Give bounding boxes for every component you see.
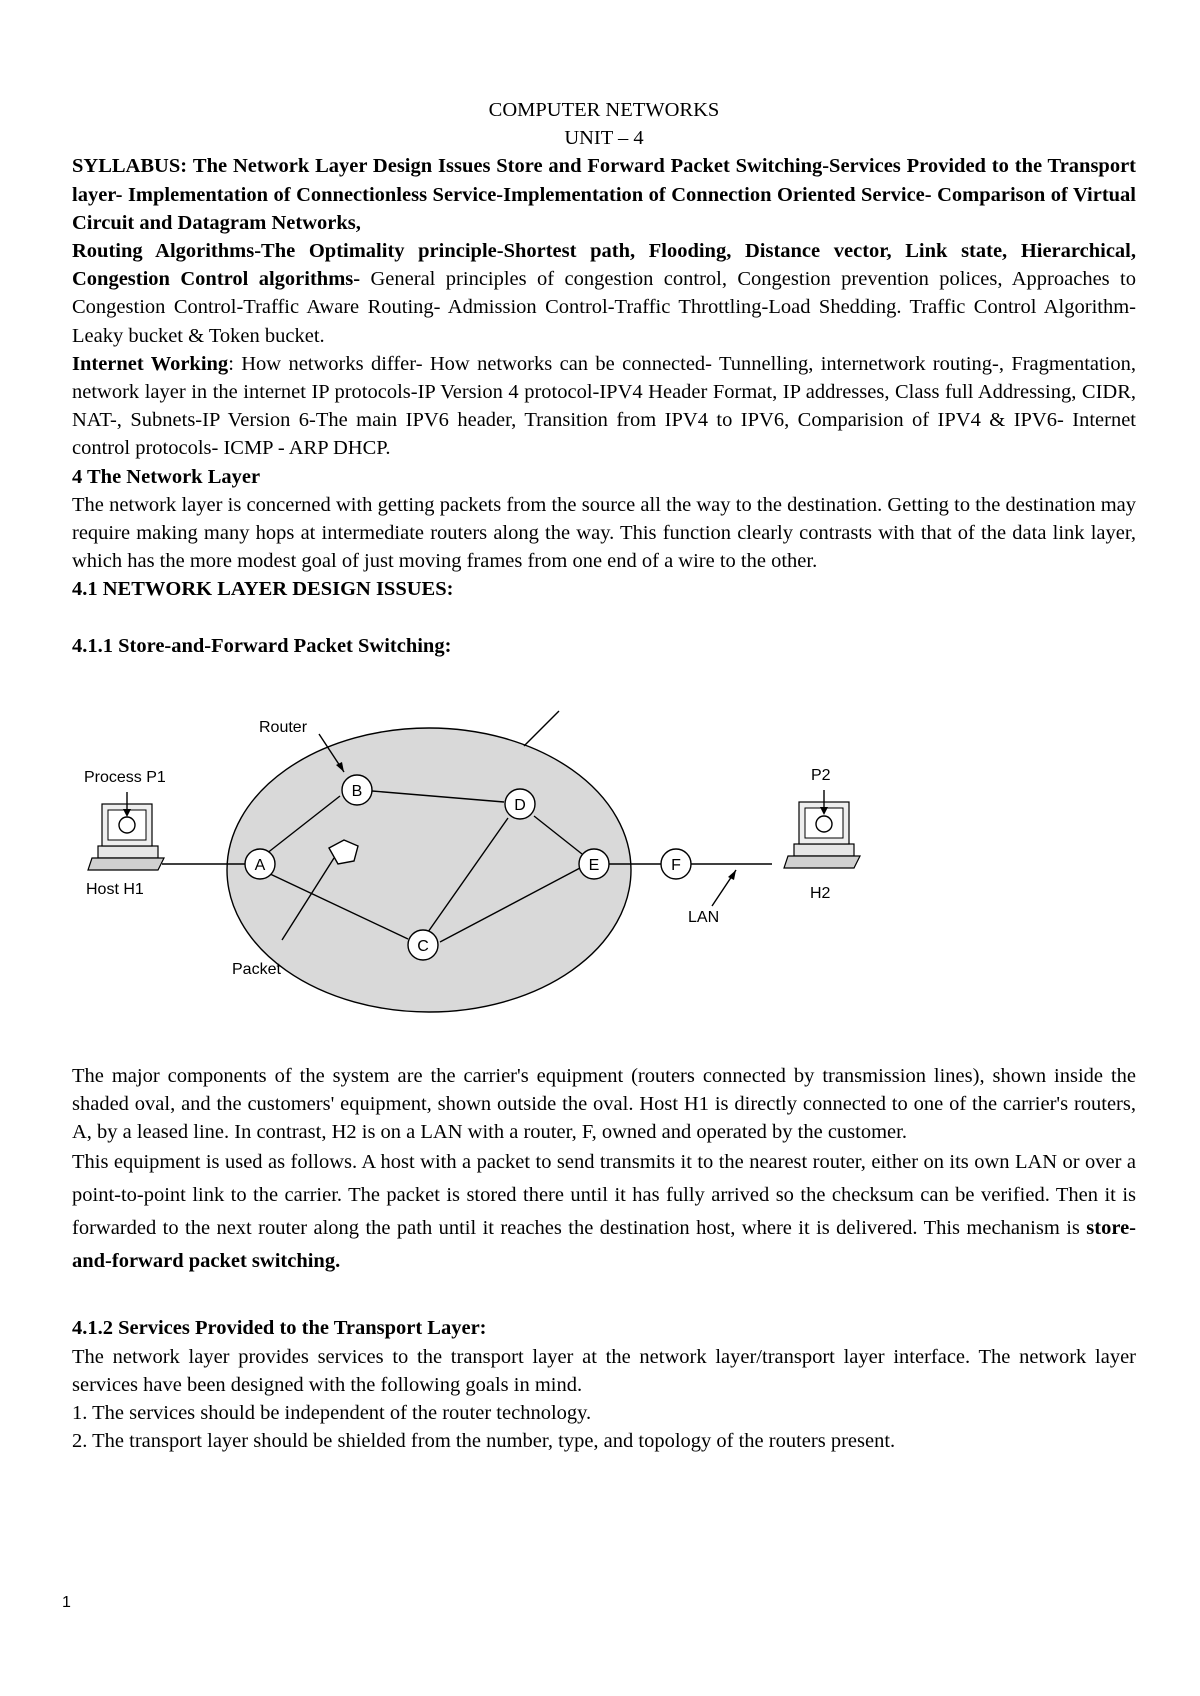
p2-label: P2 [811,766,831,784]
router-f-label: F [671,856,681,874]
router-b-label: B [351,782,363,800]
para-2-text: This equipment is used as follows. A host with a packet to send transmits it to the nearest router, either on its own LAN or over a point-to-point link to the carrier. The packet is stored there until it has fully arrived so the checksum can be verified. Then it is forwarded to the next router along the path until it reaches the destination host, where it is delivered. This mechanism is [72,1151,1136,1240]
process-p1-label: Process P1 [84,768,166,786]
syllabus-topics: The Network Layer Design Issues Store and Forward Packet Switching-Services Provided to the Transport layer- Implementation of Connectionless Service-Implementation of Connection Oriented Service- Comparison of Virtual Circuit and Datagram Networks, [72,155,1136,234]
host-h2-computer-icon [784,802,860,868]
document-title: COMPUTER NETWORKS [488,99,720,121]
section-4-body: The network layer is concerned with getting packets from the source all the way to the destination. Getting to the destination may require making many hops at intermediate routers along the way. This function clearly contrasts with that of the data link layer, which has the more modest goal of just moving frames from one end of a wire to the other. [72,493,1136,573]
internet-working-paragraph [72,350,1136,463]
syllabus-paragraph [72,152,1136,237]
router-c-label: C [417,937,429,955]
router-e-label: E [588,856,600,874]
section-4-1-2-heading: 4.1.2 Services Provided to the Transport Layer: [72,1317,487,1340]
host-h1-label: Host H1 [86,880,144,898]
para-2-bold-term: store-and-forward packet switching. [72,1217,1136,1273]
spacer [72,604,1136,632]
section-4-1-1-para-2 [72,1146,1136,1278]
list-item: 2. The transport layer should be shielded from the number, type, and topology of the routers present. [72,1430,896,1453]
internet-working-text: : How networks differ- How networks can be connected- Tunnelling, internetwork routing-, Fragmentation, network layer in the internet IP protocols-IP Version 4 protocol-IPV4 Header Format, IP addresses, Class full Addressing, CIDR, NAT-, Subnets-IP Version 6-The main IPV6 header, Transition from IPV4 to IPV6, Comparision of IPV4 & IPV6- Internet control protocols- ICMP - ARP DHCP. [72,352,1137,460]
section-4-1-1-para-1: The major components of the system are the carrier's equipment (routers connected by transmission lines), shown inside the shaded oval, and the customers' equipment, shown outside the oval. Host H1 is directly connected to one of the carrier's routers, A, by a leased line. In contrast, H2 is on a LAN with a router, F, owned and operated by the customer. [72,1064,1136,1144]
lan-label: LAN [688,908,720,926]
page-number: 1 [62,1594,71,1611]
spacer [72,1278,1136,1314]
section-4-1-heading: 4.1 NETWORK LAYER DESIGN ISSUES: [72,578,454,601]
oval-pointer-line [524,711,559,746]
section-4-heading: 4 The Network Layer [72,465,261,488]
routing-topics-bold: Routing Algorithms-The Optimality principle-Shortest path, Flooding, Distance vector, Link state, Hierarchical, Congestion Control algorithms- [72,240,1136,291]
unit-heading: UNIT – 4 [564,127,644,150]
lan-pointer-head [728,870,736,880]
document-page [72,96,1136,1455]
h2-label: H2 [810,884,831,902]
router-label: Router [259,718,308,736]
router-d-label: D [514,796,526,814]
list-item: 1. The services should be independent of the router technology. [72,1402,592,1425]
section-4-1-2-body: The network layer provides services to the transport layer at the network layer/transport layer interface. The network layer services have been designed with the following goals in mind. [72,1345,1136,1396]
network-diagram-svg [72,674,1136,1034]
section-4-1-1-heading: 4.1.1 Store-and-Forward Packet Switching: [72,634,452,657]
diagram-description [72,1062,1136,1279]
routing-paragraph [72,237,1136,350]
syllabus-label: SYLLABUS: [72,155,188,178]
network-diagram [72,674,1136,1034]
internet-working-label: Internet Working [72,352,229,375]
routing-topics-text: General principles of congestion control, Congestion prevention polices, Approaches to Congestion Control-Traffic Aware Routing- Admission Control-Traffic Throttling-Load Shedding. Traffic Control Algorithm-Leaky bucket & Token bucket. [72,268,1136,347]
packet-label: Packet [232,960,281,978]
router-a-label: A [254,856,266,874]
carrier-oval [227,728,631,1012]
